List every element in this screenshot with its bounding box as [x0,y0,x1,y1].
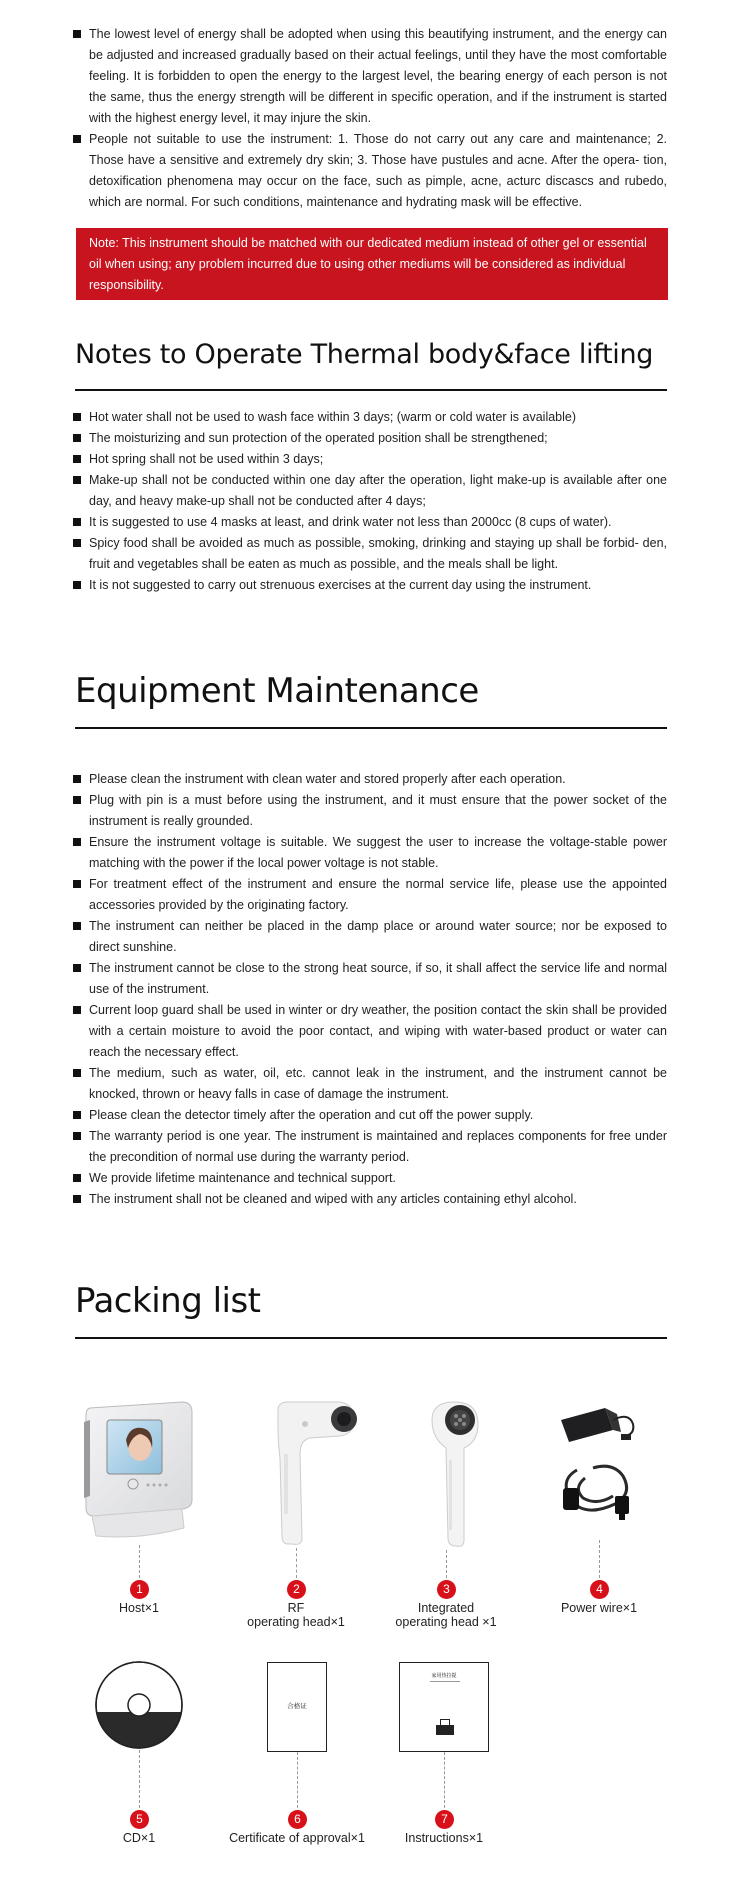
section-title-thermal: Notes to Operate Thermal body&face lifting [75,333,667,391]
maintenance-section [73,769,667,1210]
item-number-badge: 4 [590,1580,609,1599]
leader-line [139,1750,140,1808]
divider [430,1681,460,1682]
logo-mark [436,1725,454,1735]
instructions-text: 家用热拉提 [431,1673,457,1679]
note-box: Note: This instrument should be matched with our dedicated medium instead of other gel or essential oil when using; any problem incurred due to using other mediums will be considered as individual responsibility. [76,228,668,300]
maintenance-list [73,769,667,1210]
item-number-badge: 3 [437,1580,456,1599]
item-number-badge: 6 [288,1810,307,1829]
intro-section [73,24,667,213]
leader-line [599,1540,600,1578]
item-number-badge: 1 [130,1580,149,1599]
item-label: Host×1 [119,1601,159,1615]
list-item: The moisturizing and sun protection of the operated position shall be strengthened; [73,428,667,449]
list-item: We provide lifetime maintenance and technical support. [73,1168,667,1189]
list-item: It is not suggested to carry out strenuous exercises at the current day using the instrument. [73,575,667,596]
certificate-icon [267,1662,327,1752]
item-label: Integrated operating head ×1 [395,1601,497,1629]
leader-line [446,1550,447,1578]
rf-handpiece-icon [270,1398,360,1548]
item-label: Certificate of approval×1 [229,1831,365,1845]
item-label: CD×1 [122,1831,156,1845]
list-item: Plug with pin is a must before using the instrument, and it must ensure that the power socket of the instrument is really grounded. [73,790,667,832]
list-item: The instrument can neither be placed in the damp place or around water source; nor be exposed to direct sunshine. [73,916,667,958]
leader-line [297,1752,298,1808]
integrated-handpiece-icon [420,1398,500,1550]
power-adapter-icon [555,1400,645,1540]
list-item: Make-up shall not be conducted within one day after the operation, light make-up is available after one day, and heavy make-up shall not be conducted after 4 days; [73,470,667,512]
list-item: People not suitable to use the instrument: 1. Those do not carry out any care and maintenance; 2. Those have a sensitive and extremely dry skin; 3. Those have pustules and acne. After the opera- tion, detoxification phenomena may occur on the face, such as pimple, acne, acturc discascs and rubedo, which are normal. For such conditions, maintenance and hydrating mask will be effective. [73,129,667,213]
cd-icon [94,1660,184,1750]
logo-mark-top [440,1719,450,1725]
list-item: The instrument shall not be cleaned and wiped with any articles containing ethyl alcohol. [73,1189,667,1210]
certificate-text: 合格证 [287,1702,307,1710]
leader-line [139,1545,140,1578]
list-item: Hot water shall not be used to wash face within 3 days; (warm or cold water is available) [73,407,667,428]
list-item: Please clean the instrument with clean water and stored properly after each operation. [73,769,667,790]
list-item: For treatment effect of the instrument and ensure the normal service life, please use the appointed accessories provided by the originating factory. [73,874,667,916]
host-device-icon [80,1400,200,1545]
item-number-badge: 2 [287,1580,306,1599]
leader-line [444,1752,445,1808]
intro-list [73,24,667,213]
item-number-badge: 7 [435,1810,454,1829]
list-item: It is suggested to use 4 masks at least, and drink water not less than 2000cc (8 cups of water). [73,512,667,533]
thermal-list [73,407,667,596]
list-item: Current loop guard shall be used in winter or dry weather, the position contact the skin shall be provided with a certain moisture to avoid the poor contact, and wiping with water-based product or water can reach the necessary effect. [73,1000,667,1063]
item-label: Instructions×1 [404,1831,484,1845]
list-item: Hot spring shall not be used within 3 days; [73,449,667,470]
leader-line [296,1548,297,1578]
list-item: The warranty period is one year. The instrument is maintained and replaces components for free under the precondition of normal use during the warranty period. [73,1126,667,1168]
list-item: Please clean the detector timely after the operation and cut off the power supply. [73,1105,667,1126]
item-label: RF operating head×1 [247,1601,345,1629]
list-item: The medium, such as water, oil, etc. cannot leak in the instrument, and the instrument cannot be knocked, thrown or heavy falls in case of damage the instrument. [73,1063,667,1105]
list-item: Spicy food shall be avoided as much as possible, smoking, drinking and staying up shall be forbid- den, fruit and vegetables shall be eaten as much as possible, and the meals shall be light. [73,533,667,575]
thermal-section [73,407,667,596]
section-title-packing: Packing list [75,1275,667,1339]
item-number-badge: 5 [130,1810,149,1829]
instructions-icon [399,1662,489,1752]
item-label: Power wire×1 [560,1601,638,1615]
section-title-maintenance: Equipment Maintenance [75,665,667,729]
list-item: The lowest level of energy shall be adopted when using this beautifying instrument, and the energy can be adjusted and increased gradually based on their actual feelings, until they have the most comfortable feeling. It is forbidden to open the energy to the largest level, the bearing energy of each person is not the same, thus the energy strength will be different in specific operation, and if the instrument is started with the highest energy level, it may injure the skin. [73,24,667,129]
list-item: The instrument cannot be close to the strong heat source, if so, it shall affect the service life and normal use of the instrument. [73,958,667,1000]
list-item: Ensure the instrument voltage is suitable. We suggest the user to increase the voltage-stable power matching with the power if the local power voltage is not stable. [73,832,667,874]
